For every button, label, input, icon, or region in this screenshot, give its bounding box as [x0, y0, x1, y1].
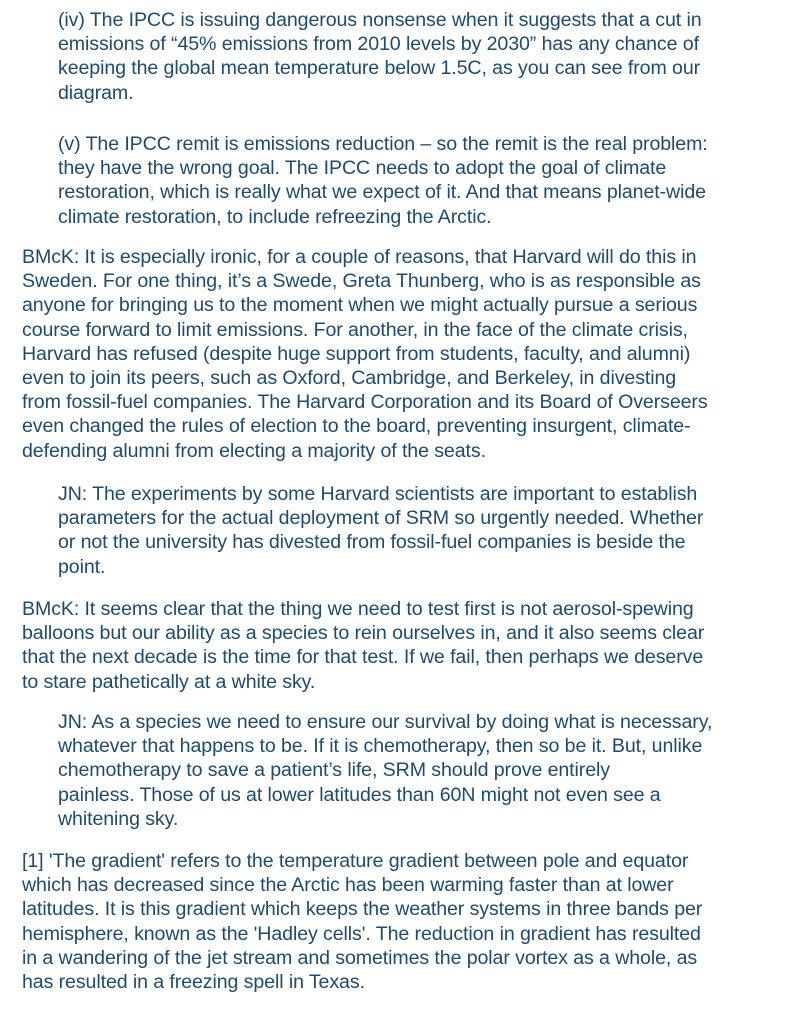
- text-line: climate restoration, to include refreezing the Arctic.: [58, 205, 492, 228]
- text-line: chemotherapy to save a patient’s life, SRM should prove entirely: [58, 759, 610, 782]
- text-line: BMcK: It is especially ironic, for a couple of reasons, that Harvard will do this in: [22, 246, 697, 268]
- footnote-1: [22, 849, 702, 994]
- paragraph-jn-1: [58, 482, 703, 579]
- paragraph-bmck-2: [22, 597, 704, 694]
- text-line: BMcK: It seems clear that the thing we need to test first is not aerosol-spewing: [22, 598, 694, 620]
- text-line: (iv) The IPCC is issuing dangerous nonsense when it suggests that a cut in: [58, 9, 702, 31]
- text-line: which has decreased since the Arctic has been warming faster than at lower: [22, 874, 674, 897]
- text-line: or not the university has divested from fossil-fuel companies is beside the: [58, 531, 686, 554]
- text-line: painless. Those of us at lower latitudes than 60N might not even see a: [58, 783, 661, 806]
- text-line: from fossil-fuel companies. The Harvard Corporation and its Board of Overseers: [22, 391, 708, 414]
- paragraph-bmck-1: [22, 245, 708, 463]
- text-line: that the next decade is the time for that test. If we fail, then perhaps we deserve: [22, 646, 704, 669]
- text-line: diagram.: [58, 81, 134, 104]
- text-line: balloons but our ability as a species to rein ourselves in, and it also seems clear: [22, 622, 705, 645]
- text-line: restoration, which is really what we expect of it. And that means planet-wide: [58, 181, 706, 204]
- text-line: emissions of “45% emissions from 2010 levels by 2030” has any chance of: [58, 33, 699, 56]
- text-line: Sweden. For one thing, it’s a Swede, Greta Thunberg, who is as responsible as: [22, 270, 701, 293]
- paragraph-iv: [58, 8, 702, 105]
- text-line: defending alumni from electing a majority of the seats.: [22, 439, 486, 462]
- text-line: keeping the global mean temperature below 1.5C, as you can see from our: [58, 57, 701, 80]
- text-line: course forward to limit emissions. For another, in the face of the climate crisis,: [22, 318, 688, 341]
- text-line: in a wandering of the jet stream and sometimes the polar vortex as a whole, as: [22, 946, 698, 969]
- text-line: Harvard has refused (despite huge support from students, faculty, and alumni): [22, 342, 691, 365]
- text-line: to stare pathetically at a white sky.: [22, 670, 316, 693]
- paragraph-v: [58, 132, 708, 229]
- text-line: parameters for the actual deployment of SRM so urgently needed. Whether: [58, 507, 704, 530]
- text-line: JN: As a species we need to ensure our survival by doing what is necessary,: [58, 711, 713, 733]
- text-line: point.: [58, 555, 106, 578]
- text-line: they have the wrong goal. The IPCC needs to adopt the goal of climate: [58, 157, 667, 180]
- text-line: whatever that happens to be. If it is chemotherapy, then so be it. But, unlike: [58, 735, 703, 758]
- text-line: even changed the rules of election to the board, preventing insurgent, climate-: [22, 415, 691, 438]
- text-line: latitudes. It is this gradient which keeps the weather systems in three bands per: [22, 898, 703, 921]
- text-line: JN: The experiments by some Harvard scientists are important to establish: [58, 483, 698, 505]
- text-line: [1] 'The gradient' refers to the temperature gradient between pole and equator: [22, 850, 689, 872]
- text-line: anyone for bringing us to the moment when we might actually pursue a serious: [22, 294, 698, 317]
- text-line: whitening sky.: [58, 807, 179, 830]
- paragraph-jn-2: [58, 710, 712, 831]
- text-line: (v) The IPCC remit is emissions reduction – so the remit is the real problem:: [58, 133, 708, 155]
- text-line: hemisphere, known as the 'Hadley cells'. The reduction in gradient has resulted: [22, 922, 701, 945]
- text-line: even to join its peers, such as Oxford, Cambridge, and Berkeley, in divesting: [22, 367, 677, 390]
- text-line: has resulted in a freezing spell in Texas.: [22, 971, 365, 994]
